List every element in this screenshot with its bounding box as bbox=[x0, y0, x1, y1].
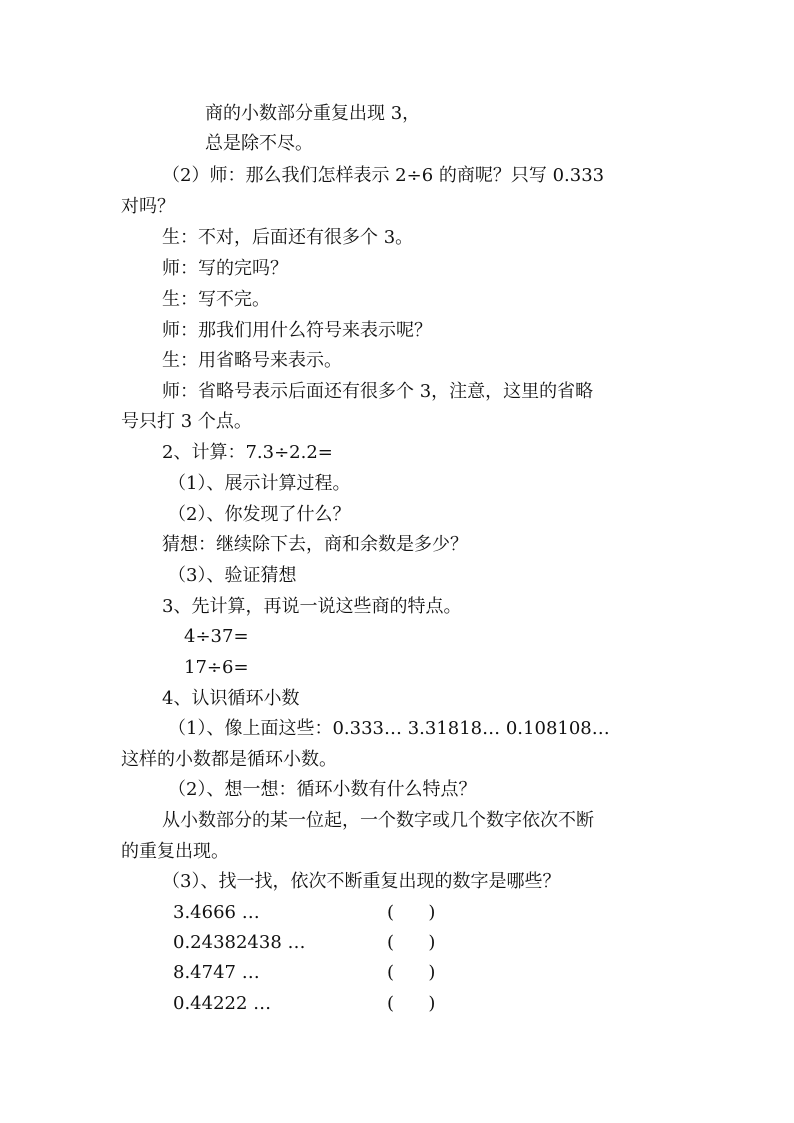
text-line: 号只打 3 个点。 bbox=[121, 411, 252, 432]
text-line: （3）、找一找，依次不断重复出现的数字是哪些？ bbox=[162, 871, 561, 892]
text-line: （3）、验证猜想 bbox=[168, 565, 297, 586]
text-line: 从小数部分的某一位起，一个数字或几个数字依次不断 bbox=[162, 810, 594, 831]
text-line: 师：那我们用什么符号来表示呢？ bbox=[162, 320, 432, 341]
exercise-number: 8.4747 … bbox=[173, 962, 260, 983]
text-line: （1）、像上面这些：0.333… 3.31818… 0.108108… bbox=[168, 718, 610, 739]
text-line: 师：省略号表示后面还有很多个 3，注意，这里的省略 bbox=[162, 381, 594, 402]
answer-blank: ( ) bbox=[387, 932, 436, 953]
text-line: 生：不对，后面还有很多个 3。 bbox=[162, 227, 414, 248]
text-line: 猜想：继续除下去，商和余数是多少？ bbox=[162, 534, 468, 555]
text-line: 总是除不尽。 bbox=[205, 133, 313, 154]
text-line: 商的小数部分重复出现 3， bbox=[205, 103, 421, 124]
text-line: 的重复出现。 bbox=[121, 841, 229, 862]
exercise-number: 3.4666 … bbox=[173, 902, 260, 923]
text-line: （1）、展示计算过程。 bbox=[168, 473, 351, 494]
answer-blank: ( ) bbox=[387, 902, 436, 923]
text-line: （2）师：那么我们怎样表示 2÷6 的商呢？只写 0.333 bbox=[162, 165, 605, 186]
exercise-number: 0.24382438 … bbox=[173, 932, 306, 953]
text-line: （2）、你发现了什么？ bbox=[168, 504, 351, 525]
text-line: 师：写的完吗？ bbox=[162, 258, 288, 279]
equation: 4÷37= bbox=[184, 626, 249, 647]
section-heading: 2、计算：7.3÷2.2= bbox=[162, 442, 333, 463]
text-line: 生：用省略号来表示。 bbox=[162, 350, 342, 371]
section-heading: 4、认识循环小数 bbox=[162, 688, 300, 709]
text-line: 这样的小数都是循环小数。 bbox=[121, 749, 337, 770]
answer-blank: ( ) bbox=[387, 993, 436, 1014]
exercise-number: 0.44222 … bbox=[173, 993, 272, 1014]
answer-blank: ( ) bbox=[387, 962, 436, 983]
text-line: 对吗？ bbox=[121, 196, 175, 217]
text-line: 生：写不完。 bbox=[162, 289, 270, 310]
text-line: （2）、想一想：循环小数有什么特点？ bbox=[168, 779, 477, 800]
section-heading: 3、先计算，再说一说这些商的特点。 bbox=[162, 596, 462, 617]
equation: 17÷6= bbox=[184, 657, 249, 678]
